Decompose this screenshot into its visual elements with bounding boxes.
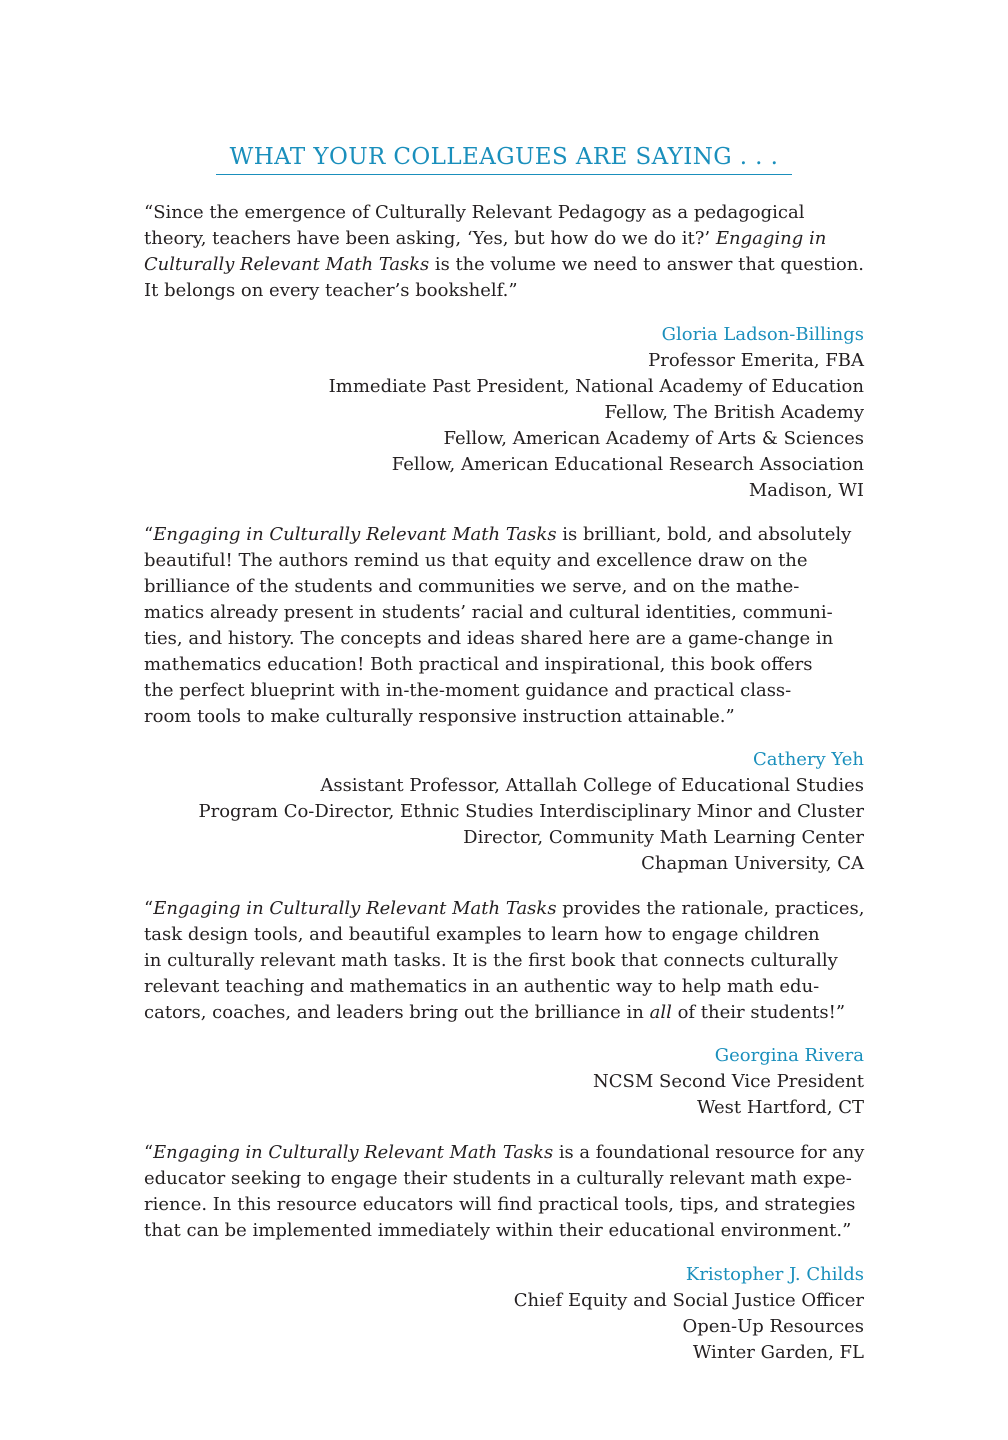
quote-line (144, 922, 864, 948)
quote-text: ties, and history. The concepts and ideas shared here are a game-change in (144, 628, 834, 649)
quote-line (144, 948, 864, 974)
quote-text: educator seeking to engage their students in a culturally relevant math expe- (144, 1168, 852, 1189)
quote-text: matics already present in students’ racial and cultural identities, communi- (144, 602, 833, 623)
quote-line (144, 600, 864, 626)
quote-text: provides the rationale, practices, (556, 898, 865, 919)
quote-text: task design tools, and beautiful examples to learn how to engage children (144, 924, 820, 945)
testimonial-quote (144, 522, 864, 730)
quote-text: in culturally relevant math tasks. It is the first book that connects culturally (144, 950, 838, 971)
endorser-affiliation: Fellow, The British Academy (604, 402, 864, 423)
quote-line (144, 252, 864, 278)
quote-line (144, 974, 864, 1000)
quote-text: that can be implemented immediately within their educational environment.” (144, 1220, 852, 1241)
endorser-name: Cathery Yeh (752, 749, 864, 770)
endorser-affiliation: Chief Equity and Social Justice Officer (513, 1290, 864, 1311)
endorser-name: Kristopher J. Childs (685, 1264, 864, 1285)
quote-text: “ (144, 898, 154, 919)
endorser-name: Georgina Rivera (714, 1045, 864, 1066)
quote-line (144, 548, 864, 574)
quote-text: room tools to make culturally responsive instruction attainable.” (144, 706, 735, 727)
quote-text: beautiful! The authors remind us that equity and excellence draw on the (144, 550, 808, 571)
quote-line (144, 574, 864, 600)
endorser-affiliation: Chapman University, CA (641, 853, 864, 874)
endorser-affiliation: Fellow, American Educational Research Association (391, 454, 864, 475)
testimonial-quote (144, 200, 864, 304)
quote-line (144, 1166, 864, 1192)
quote-line (144, 226, 864, 252)
quote-line (144, 1140, 865, 1166)
testimonial-attribution (144, 322, 864, 504)
testimonial-attribution (144, 1262, 864, 1366)
testimonial-attribution (144, 747, 864, 877)
quote-line (144, 896, 864, 922)
quote-line (144, 678, 864, 704)
endorser-affiliation: Madison, WI (748, 480, 864, 501)
quote-text: is brilliant, bold, and absolutely (556, 524, 852, 545)
quote-text: rience. In this resource educators will find practical tools, tips, and strategies (144, 1194, 856, 1215)
endorser-affiliation: NCSM Second Vice President (592, 1071, 864, 1092)
quote-line (144, 200, 864, 226)
endorser-affiliation: Fellow, American Academy of Arts & Sciences (443, 428, 864, 449)
book-title-text: all (649, 1002, 672, 1023)
quote-text: “ (144, 1142, 154, 1163)
quote-text: mathematics education! Both practical and inspirational, this book offers (144, 654, 813, 675)
book-title-text: Engaging in Culturally Relevant Math Tasks (153, 524, 557, 545)
quote-text: theory, teachers have been asking, ‘Yes, but how do we do it?’ (144, 228, 716, 249)
endorser-affiliation: Professor Emerita, FBA (648, 350, 864, 371)
quote-line (144, 1218, 864, 1244)
quote-line (144, 278, 864, 304)
page-heading: WHAT YOUR COLLEAGUES ARE SAYING . . . (216, 140, 792, 175)
quote-text: It belongs on every teacher’s bookshelf.” (144, 280, 518, 301)
quote-line (144, 522, 864, 548)
book-title-text: Culturally Relevant Math Tasks (144, 254, 430, 275)
quote-line (144, 626, 864, 652)
testimonial-attribution (144, 1043, 864, 1121)
book-title-text: Engaging in (715, 228, 827, 249)
quote-text: the perfect blueprint with in-the-moment guidance and practical class- (144, 680, 792, 701)
quote-line (144, 1000, 864, 1026)
quote-line (144, 704, 864, 730)
quote-text: of their students!” (671, 1002, 846, 1023)
endorser-affiliation: Assistant Professor, Attallah College of Educational Studies (320, 775, 864, 796)
quote-line (144, 652, 864, 678)
quote-line (144, 1192, 864, 1218)
endorser-affiliation: West Hartford, CT (697, 1097, 864, 1118)
quote-text: cators, coaches, and leaders bring out the brilliance in (144, 1002, 650, 1023)
quote-text: relevant teaching and mathematics in an authentic way to help math edu- (144, 976, 820, 997)
endorser-name: Gloria Ladson-Billings (661, 324, 864, 345)
endorser-affiliation: Immediate Past President, National Academy of Education (328, 376, 864, 397)
quote-text: brilliance of the students and communities we serve, and on the mathe- (144, 576, 800, 597)
testimonial-quote (144, 1140, 864, 1244)
quote-text: “ (144, 524, 154, 545)
quote-text: “Since the emergence of Culturally Relevant Pedagogy as a pedagogical (144, 202, 805, 223)
book-title-text: Engaging in Culturally Relevant Math Tasks (153, 1142, 554, 1163)
book-title-text: Engaging in Culturally Relevant Math Tasks (153, 898, 557, 919)
testimonial-quote (144, 896, 864, 1026)
endorser-affiliation: Director, Community Math Learning Center (463, 827, 864, 848)
endorser-affiliation: Winter Garden, FL (692, 1342, 864, 1363)
quote-text: is the volume we need to answer that question. (429, 254, 864, 275)
quote-text: is a foundational resource for any (553, 1142, 865, 1163)
endorser-affiliation: Open-Up Resources (682, 1316, 864, 1337)
endorser-affiliation: Program Co-Director, Ethnic Studies Interdisciplinary Minor and Cluster (198, 801, 864, 822)
